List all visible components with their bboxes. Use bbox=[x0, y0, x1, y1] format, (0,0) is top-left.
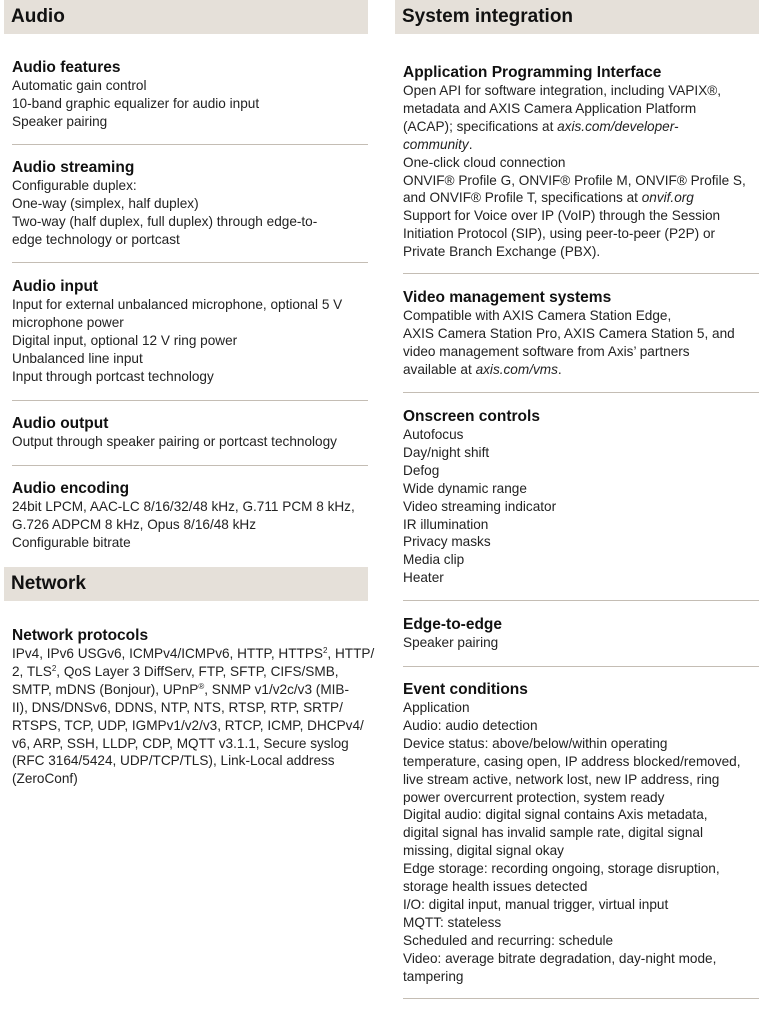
spec-line: Autofocus bbox=[403, 427, 464, 442]
divider bbox=[12, 400, 368, 401]
system-integration-section-header: System integration bbox=[395, 0, 759, 34]
edge-to-edge-title: Edge-to-edge bbox=[403, 616, 503, 633]
spec-line: Device status: above/below/within operating bbox=[403, 735, 668, 751]
spec-line: AXIS Camera Station Pro, AXIS Camera Station 5, and bbox=[403, 325, 735, 341]
vms-title: Video management systems bbox=[403, 289, 612, 306]
spec-line: 2, TLS$^2$, QoS Layer 3 DiffServ, FTP, SFTP, CIFS/SMB, bbox=[12, 663, 339, 679]
onvif-link: onvif.org bbox=[641, 190, 694, 206]
audio-features-block bbox=[12, 58, 368, 131]
spec-line: community. bbox=[403, 136, 473, 152]
spec-line: IR illumination bbox=[403, 516, 489, 532]
audio-input-block bbox=[12, 277, 368, 386]
spec-line: Scheduled and recurring: schedule bbox=[403, 932, 614, 948]
audio-section-header: Audio bbox=[4, 0, 368, 34]
spec-line: Application bbox=[403, 700, 470, 715]
spec-line: tampering bbox=[403, 968, 464, 984]
network-protocols-block bbox=[12, 626, 375, 788]
network-section-header: Network bbox=[4, 567, 368, 601]
audio-input-title: Audio input bbox=[12, 278, 99, 295]
audio-output-block bbox=[12, 414, 368, 451]
spec-line: Digital input, optional 12 V ring power bbox=[12, 332, 238, 348]
spec-line: Audio: audio detection bbox=[403, 717, 538, 733]
spec-line: microphone power bbox=[12, 314, 124, 330]
spec-line: II), DNS/DNSv6, DDNS, NTP, NTS, RTSP, RTP, SRTP/ bbox=[12, 699, 343, 715]
edge-to-edge-block bbox=[403, 615, 759, 652]
spec-line: and ONVIF® Profile T, specifications at onvif.org bbox=[403, 190, 694, 206]
spec-line: 24bit LPCM, AAC-LC 8/16/32/48 kHz, G.711 PCM 8 kHz, bbox=[12, 499, 355, 514]
spec-line: storage health issues detected bbox=[403, 879, 588, 895]
divider bbox=[403, 392, 759, 393]
spec-line: Edge storage: recording ongoing, storage disruption, bbox=[403, 861, 720, 877]
event-conditions-block bbox=[403, 680, 759, 986]
developer-community-link: community bbox=[403, 136, 469, 152]
spec-line: temperature, casing open, IP address blocked/removed, bbox=[403, 753, 741, 769]
audio-streaming-title: Audio streaming bbox=[12, 159, 135, 176]
spec-line: edge technology or portcast bbox=[12, 231, 180, 247]
spec-line: SMTP, mDNS (Bonjour), UPnP®, SNMP v1/v2c/v3 (MIB- bbox=[12, 681, 350, 697]
spec-line: available at axis.com/vms. bbox=[403, 361, 562, 377]
audio-output-title: Audio output bbox=[12, 415, 109, 432]
spec-line: Initiation Protocol (SIP), using peer-to-peer (P2P) or bbox=[403, 226, 716, 242]
spec-line: Defog bbox=[403, 462, 440, 478]
spec-line: One-way (simplex, half duplex) bbox=[12, 195, 199, 211]
spec-line: Media clip bbox=[403, 552, 465, 568]
spec-line: Input for external unbalanced microphone, optional 5 V bbox=[12, 297, 343, 312]
api-block bbox=[403, 63, 759, 261]
divider bbox=[403, 998, 759, 999]
spec-line: MQTT: stateless bbox=[403, 914, 502, 930]
event-conditions-title: Event conditions bbox=[403, 681, 528, 698]
divider bbox=[403, 273, 759, 274]
spec-line: I/O: digital input, manual trigger, virtual input bbox=[403, 896, 669, 912]
network-protocols-title: Network protocols bbox=[12, 627, 149, 644]
audio-streaming-block bbox=[12, 158, 368, 249]
spec-line: video management software from Axis’ partners bbox=[403, 343, 690, 359]
spec-line: Digital audio: digital signal contains Axis metadata, bbox=[403, 807, 708, 823]
spec-line: Wide dynamic range bbox=[403, 480, 527, 496]
spec-line: Configurable duplex: bbox=[12, 178, 137, 193]
spec-line: (RFC 3164/5424, UDP/TCP/TLS), Link-Local address bbox=[12, 753, 335, 769]
divider bbox=[403, 600, 759, 601]
spec-line: Configurable bitrate bbox=[12, 534, 131, 550]
spec-line: One-click cloud connection bbox=[403, 154, 566, 170]
spec-line: Automatic gain control bbox=[12, 78, 147, 93]
divider bbox=[403, 666, 759, 667]
spec-line: Input through portcast technology bbox=[12, 368, 214, 384]
spec-line: Heater bbox=[403, 570, 444, 586]
spec-line: live stream active, network lost, new IP address, ring bbox=[403, 771, 720, 787]
spec-line: Private Branch Exchange (PBX). bbox=[403, 244, 601, 260]
spec-line: (ACAP); specifications at axis.com/developer- bbox=[403, 118, 679, 134]
vms-block bbox=[403, 288, 759, 379]
divider bbox=[12, 465, 368, 466]
audio-encoding-title: Audio encoding bbox=[12, 480, 130, 497]
spec-line: RTSPS, TCP, UDP, IGMPv1/v2/v3, RTCP, ICMP, DHCPv4/ bbox=[12, 717, 364, 733]
spec-line: ONVIF® Profile G, ONVIF® Profile M, ONVIF® Profile S, bbox=[403, 172, 746, 188]
api-title: Application Programming Interface bbox=[403, 64, 662, 81]
divider bbox=[12, 262, 368, 263]
spec-line: Speaker pairing bbox=[12, 113, 108, 129]
spec-line: Privacy masks bbox=[403, 534, 491, 550]
spec-line: Video streaming indicator bbox=[403, 498, 557, 514]
onscreen-controls-block bbox=[403, 407, 759, 587]
developer-community-link: axis.com/developer- bbox=[557, 118, 679, 134]
spec-line: IPv4, IPv6 USGv6, ICMPv4/ICMPv6, HTTP, HTTPS$^2$, HTTP/ bbox=[12, 646, 375, 661]
spec-line: Open API for software integration, including VAPIX®, bbox=[403, 83, 722, 98]
spec-line: Day/night shift bbox=[403, 444, 490, 460]
audio-encoding-block bbox=[12, 479, 368, 552]
spec-line: G.726 ADPCM 8 kHz, Opus 8/16/48 kHz bbox=[12, 516, 257, 532]
spec-line: Video: average bitrate degradation, day-night mode, bbox=[403, 950, 717, 966]
spec-line: v6, ARP, SSH, LLDP, CDP, MQTT v3.1.1, Secure syslog bbox=[12, 735, 349, 751]
spec-line: metadata and AXIS Camera Application Platform bbox=[403, 100, 697, 116]
spec-line: digital signal has invalid sample rate, digital signal bbox=[403, 825, 703, 841]
spec-line: power overcurrent protection, system ready bbox=[403, 789, 665, 805]
spec-line: Output through speaker pairing or portcast technology bbox=[12, 434, 337, 449]
spec-line: Compatible with AXIS Camera Station Edge, bbox=[403, 308, 672, 323]
onscreen-controls-title: Onscreen controls bbox=[403, 408, 540, 425]
spec-line: missing, digital signal okay bbox=[403, 843, 564, 859]
spec-line: Unbalanced line input bbox=[12, 350, 143, 366]
divider bbox=[12, 144, 368, 145]
spec-line: Support for Voice over IP (VoIP) through the Session bbox=[403, 208, 721, 224]
vms-link: axis.com/vms bbox=[475, 361, 558, 377]
spec-line: (ZeroConf) bbox=[12, 771, 78, 787]
spec-line: Speaker pairing bbox=[403, 635, 499, 650]
spec-line: 10-band graphic equalizer for audio input bbox=[12, 95, 260, 111]
audio-features-title: Audio features bbox=[12, 59, 121, 76]
spec-line: Two-way (half duplex, full duplex) through edge-to- bbox=[12, 213, 318, 229]
